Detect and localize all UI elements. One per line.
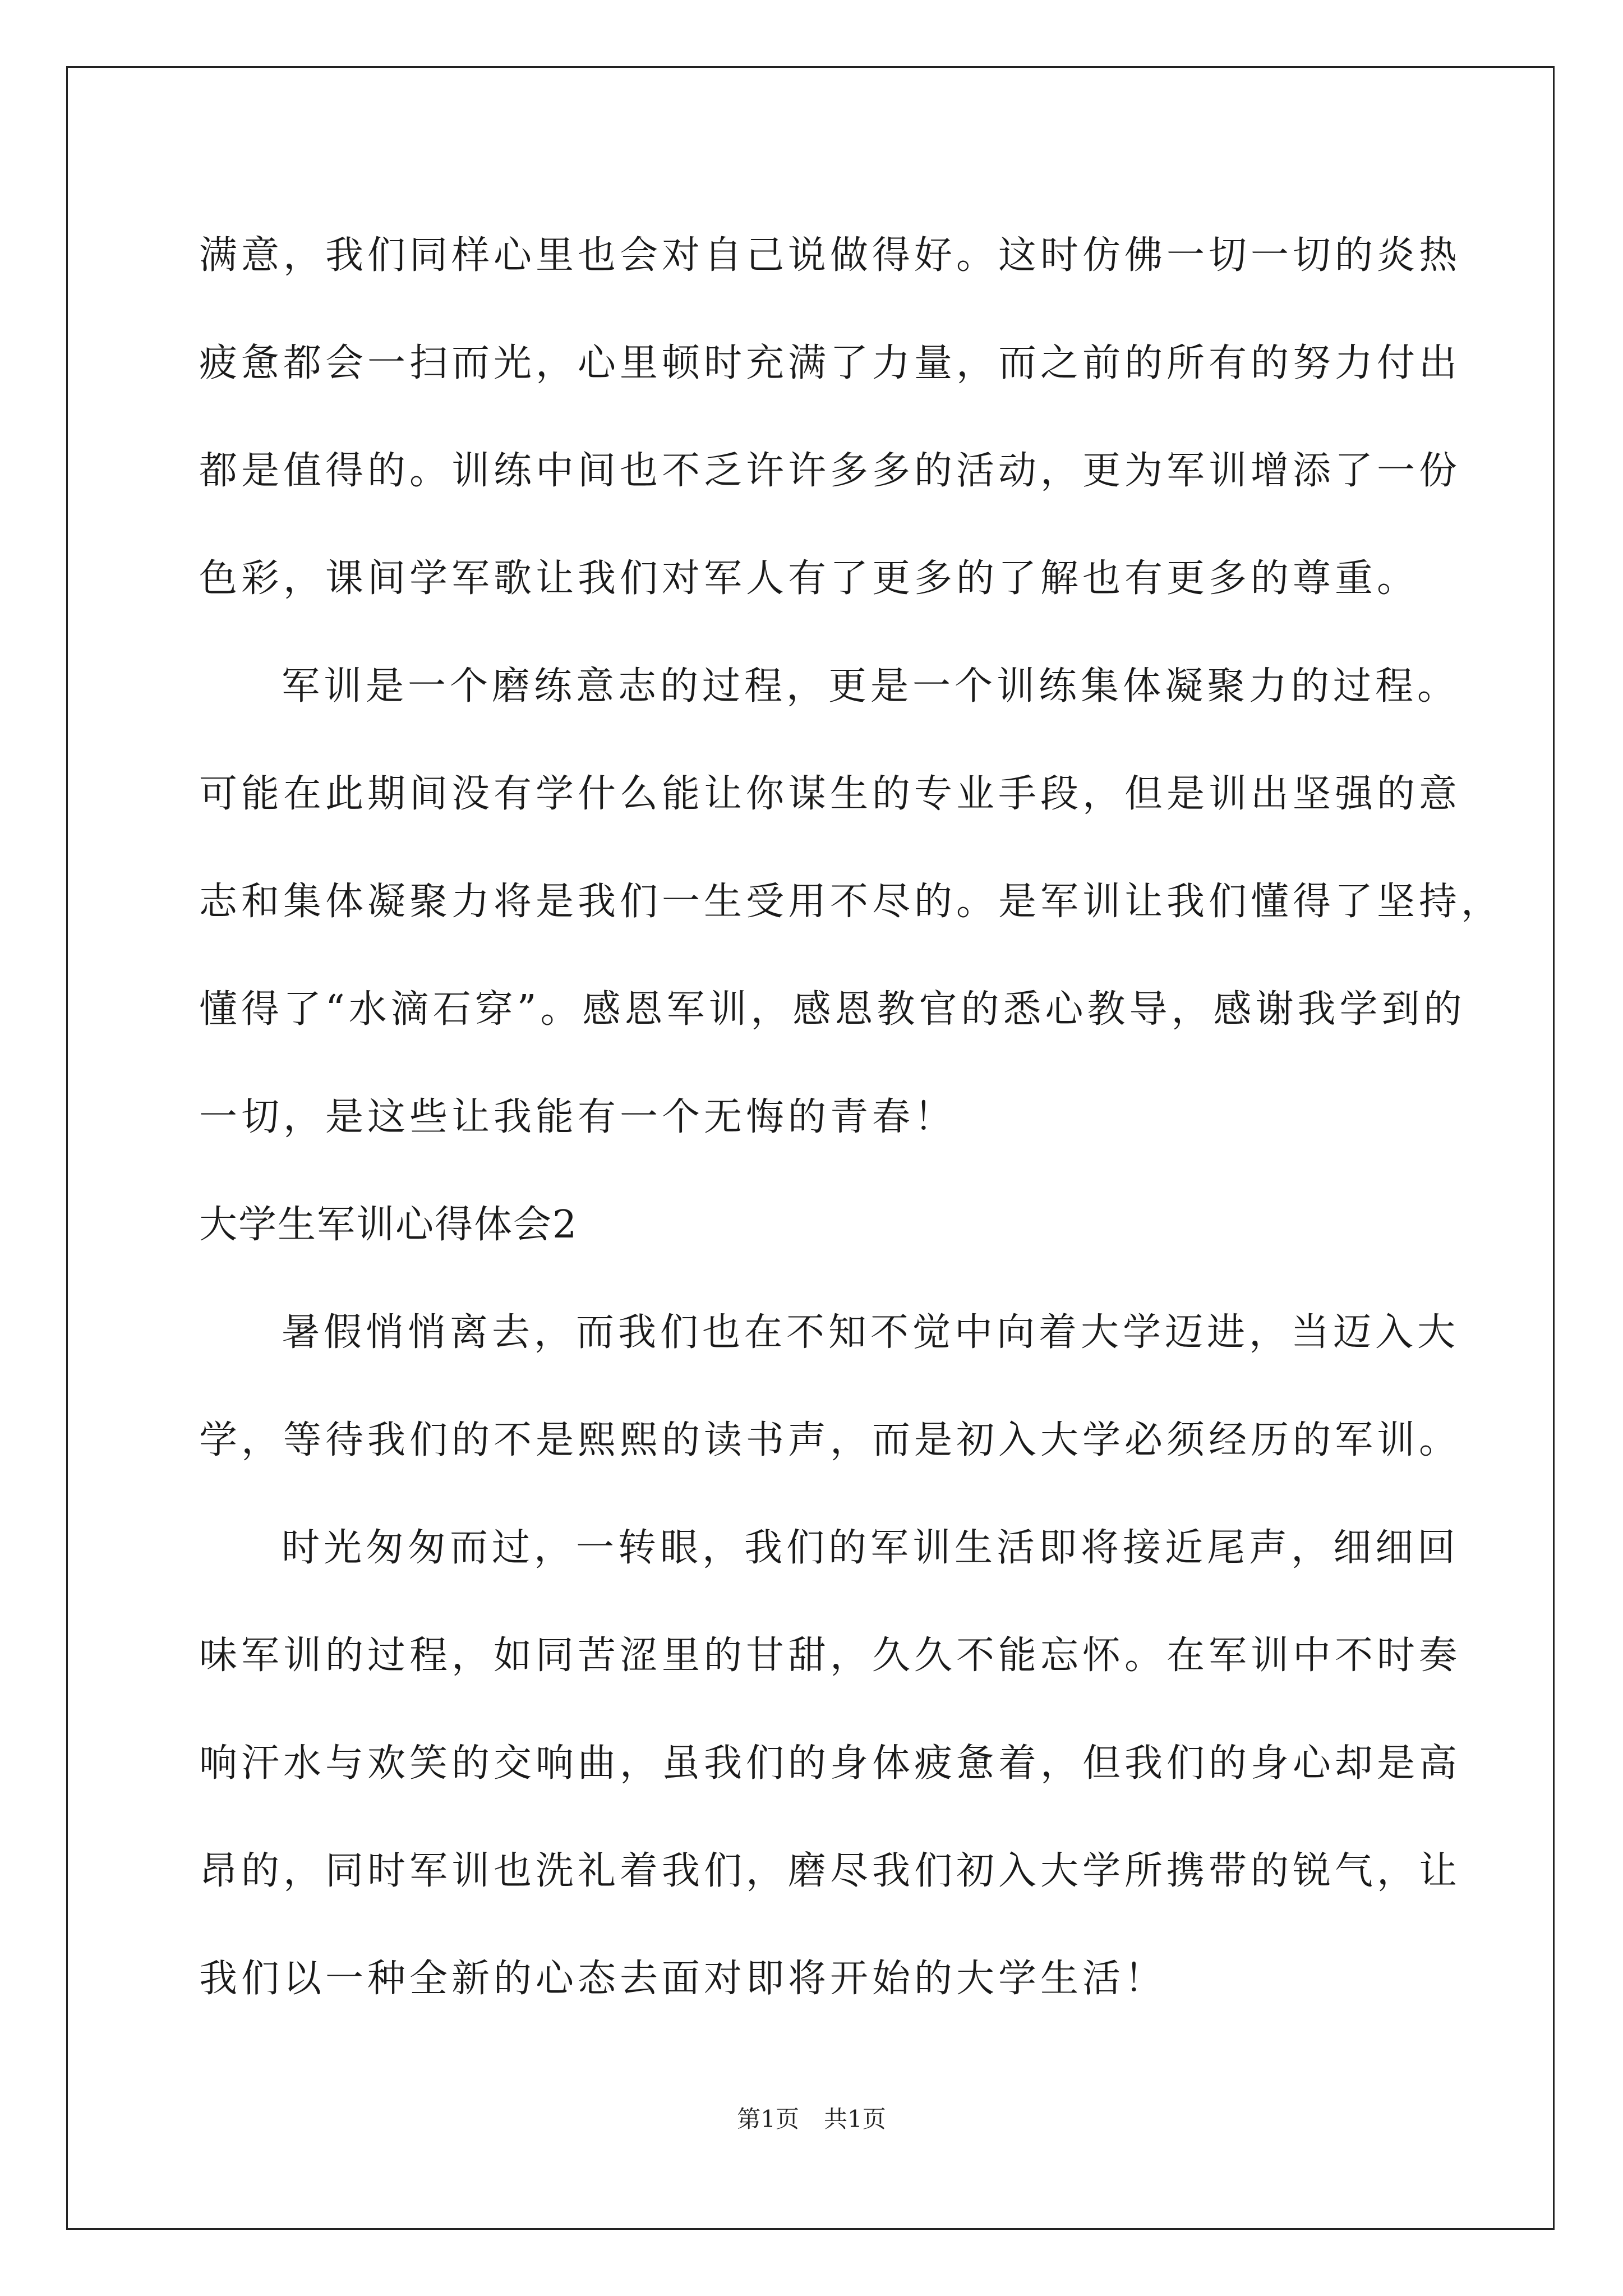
page-number-current: 第1页: [737, 2105, 799, 2133]
text-line: 军训是一个磨练意志的过程，更是一个训练集体凝聚力的过程。: [282, 664, 1460, 708]
document-body: [199, 202, 1504, 2033]
text-line: 响汗水与欢笑的交响曲，虽我们的身体疲惫着，但我们的身心却是高: [199, 1741, 1461, 1786]
text-line: 满意，我们同样心里也会对自己说做得好。这时仿佛一切一切的炎热: [199, 233, 1461, 278]
section-heading: 大学生军训心得体会2: [199, 1203, 578, 1247]
text-line: 都是值得的。训练中间也不乏许许多多的活动，更为军训增添了一份: [199, 449, 1461, 493]
text-line: 可能在此期间没有学什么能让你谋生的专业手段，但是训出坚强的意: [199, 772, 1461, 816]
page-number-total: 共1页: [824, 2105, 886, 2133]
text-line: 一切，是这些让我能有一个无悔的青春！: [199, 1095, 957, 1139]
text-line: 学，等待我们的不是熙熙的读书声，而是初入大学必须经历的军训。: [199, 1418, 1461, 1462]
text-line: 色彩，课间学军歌让我们对军人有了更多的了解也有更多的尊重。: [199, 556, 1419, 601]
paragraph-3: [199, 1279, 1461, 1494]
paragraph-2: [199, 633, 1504, 1171]
text-line: 昂的，同时军训也洗礼着我们，磨尽我们初入大学所携带的锐气，让: [199, 1849, 1461, 1893]
page-footer: [0, 2101, 1623, 2134]
text-line: 志和集体凝聚力将是我们一生受用不尽的。是军训让我们懂得了坚持，: [199, 880, 1504, 924]
text-line: 暑假悄悄离去，而我们也在不知不觉中向着大学迈进，当迈入大: [282, 1310, 1460, 1355]
text-line: 时光匆匆而过，一转眼，我们的军训生活即将接近尾声，细细回: [282, 1526, 1460, 1570]
paragraph-4: [199, 1494, 1461, 2033]
text-line: 疲惫都会一扫而光，心里顿时充满了力量，而之前的所有的努力付出: [199, 341, 1461, 385]
text-line: 懂得了“水滴石穿”。感恩军训，感恩教官的悉心教导，感谢我学到的: [199, 987, 1466, 1032]
text-line: 我们以一种全新的心态去面对即将开始的大学生活！: [199, 1957, 1167, 2001]
paragraph-1: [199, 202, 1461, 633]
text-line: 味军训的过程，如同苦涩里的甘甜，久久不能忘怀。在军训中不时奏: [199, 1634, 1461, 1678]
